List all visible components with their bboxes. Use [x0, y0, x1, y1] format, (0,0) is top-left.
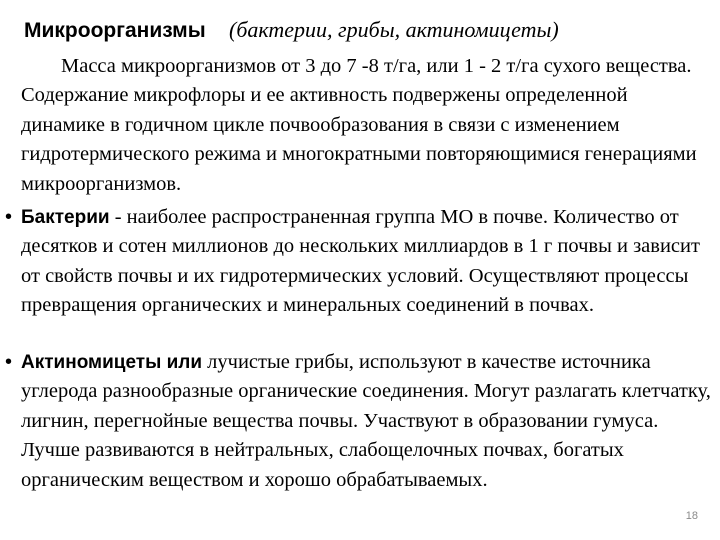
- slide-title: [24, 16, 704, 45]
- bullet-body: [21, 348, 711, 495]
- bullet-term: Актиномицеты или: [21, 352, 203, 373]
- bullet-actinomycetes: [5, 348, 711, 495]
- bullet-text: - наиболее распространенная группа МО в почве. Количество от десятков и сотен миллионов до нескольких миллиардов в 1 г почвы и зависит от свойств почвы и их гидротермических условий. Осуществляют процессы превращения органических и минеральных соединений в почвах.: [21, 206, 700, 317]
- title-main: Микроорганизмы: [24, 19, 206, 42]
- bullet-marker: •: [5, 351, 13, 373]
- bullet-term: Бактерии: [21, 207, 110, 228]
- bullet-marker: •: [5, 206, 13, 228]
- bullet-body: [21, 203, 711, 321]
- intro-paragraph: Масса микроорганизмов от 3 до 7 -8 т/га, или 1 - 2 т/га сухого вещества. Содержание микрофлоры и ее активность подвержены определенной динамике в годичном цикле почвообразования в связи с изменением гидротермического режима и многократными повторяющимися генерациями микроорганизмов.: [21, 55, 697, 195]
- title-subtitle: (бактерии, грибы, актиномицеты): [229, 17, 559, 42]
- bullet-bacteria: [5, 203, 711, 321]
- page-number: 18: [685, 510, 698, 522]
- bullet-text: лучистые грибы, используют в качестве источника углерода разнообразные органические соединения. Могут разлагать клетчатку, лигнин, перегнойные вещества почвы. Участвуют в образовании гумуса. Лучше развиваются в нейтральных, слабощелочных почвах, богатых органическим веществом и хорошо обрабатываемых.: [21, 351, 711, 491]
